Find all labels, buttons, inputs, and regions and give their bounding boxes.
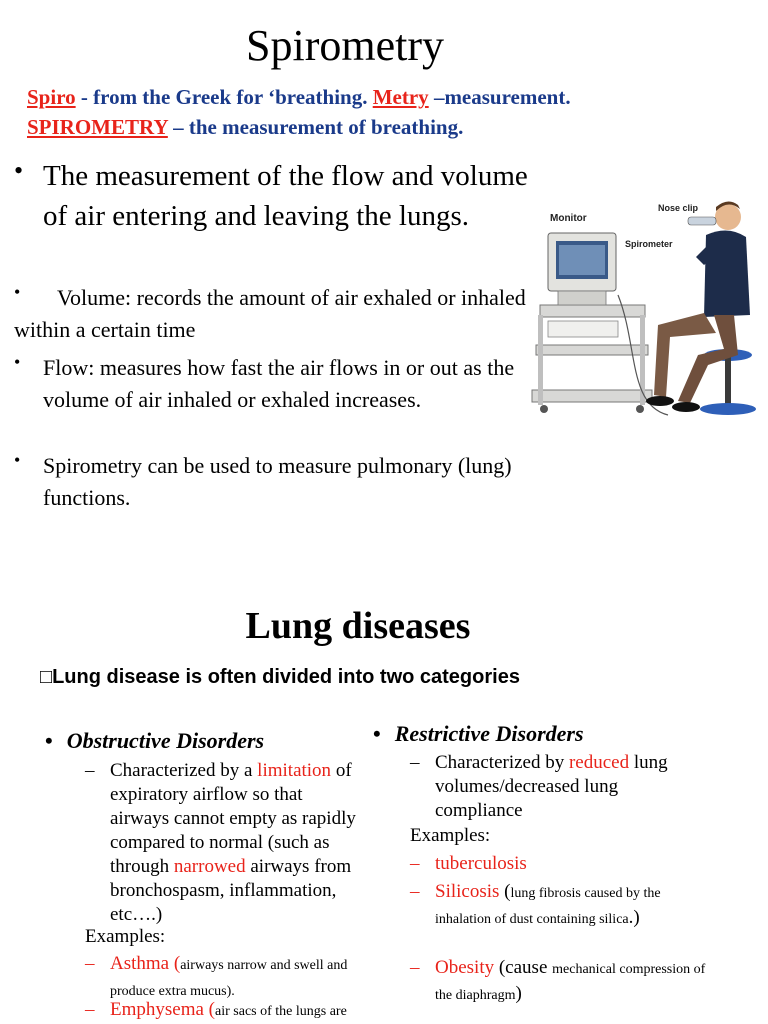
restrictive-example-silicosis [410,880,710,932]
obesity-note: mechanical compression of the diaphragm [435,962,706,1003]
bullet-usage [0,450,530,514]
spirometer-label: Spirometer [625,239,673,249]
spirometry-illustration [528,195,760,445]
obesity-open: (cause [494,957,553,978]
categories-intro-text: Lung disease is often divided into two categories [52,666,520,688]
page-title: Spirometry [246,21,444,70]
bullet-usage-text: Spirometry can be used to measure pulmonary (lung) functions. [43,453,512,510]
restrictive-description [410,751,710,823]
spiro-word: Spiro [27,85,76,109]
obs-desc-limitation: limitation [257,760,332,781]
res-desc-reduced: reduced [568,752,630,773]
restrictive-examples-label: Examples: [410,825,491,846]
res-desc-b: lung volumes/decreased lung compliance [435,752,668,821]
silicosis-name: Silicosis [435,881,500,902]
bullet-flow [0,352,530,416]
bullet-volume-text: Volume: records the amount of air exhaled or inhaled within a certain time [14,285,526,342]
bullet-dot: • [14,282,21,302]
categories-intro [40,666,520,689]
bullet-dot: • [14,450,21,470]
cart-image [532,305,652,413]
obesity-close: ) [515,983,522,1004]
dash-marker: – [85,953,95,974]
bullet-volume [0,282,530,346]
asthma-name: Asthma ( [110,953,181,974]
obstructive-example-asthma [85,952,370,1004]
tuberculosis-name: tuberculosis [435,853,527,874]
monitor-image [548,213,616,305]
bullet-dot: • [45,728,53,753]
silicosis-open: ( [499,881,511,902]
obs-desc-c: airways from bronchospasm, inflammation, etc….) [110,856,352,925]
bullet-dot: • [14,352,21,372]
nose-clip-label: Nose clip [658,203,699,213]
obs-desc-narrowed: narrowed [173,856,246,877]
obs-desc-b: of expiratory airflow so that airways cannot empty as rapidly compared to normal (such as through [110,760,356,877]
dash-marker: – [410,853,420,874]
emphysema-name: Emphysema ( [110,999,216,1020]
bullet-dot: • [14,156,24,185]
bullet-flow-text: Flow: measures how fast the air flows in or out as the volume of air inhaled or exhaled increases. [43,355,515,412]
asthma-note: airways narrow and swell and produce extra mucus). [110,958,348,999]
obstructive-example-emphysema [85,998,370,1024]
obstructive-examples-label: Examples: [85,926,166,947]
silicosis-note: lung fibrosis caused by the inhalation of dust containing silica [435,886,661,927]
restrictive-heading [373,721,584,747]
definition-line-spiro [27,85,571,110]
spirometry-word: SPIROMETRY [27,115,168,139]
restrictive-example-tuberculosis [410,852,710,876]
bullet-dot: • [373,721,381,746]
obstructive-heading [45,728,264,754]
dash-marker: – [410,881,420,902]
obstructive-description [85,759,360,927]
dash-marker: – [410,957,420,978]
silicosis-close: .) [628,907,640,928]
metry-text: –measurement. [428,85,571,109]
monitor-label: Monitor [550,213,587,224]
bullet-main [0,156,530,236]
obs-desc-a: Characterized by a [110,760,258,781]
dash-marker: – [85,760,95,781]
dash-marker: – [410,752,420,773]
res-desc-a: Characterized by [435,752,569,773]
bullet-main-text: The measurement of the flow and volume of air entering and leaving the lungs. [43,160,528,232]
obstructive-heading-text: Obstructive Disorders [66,728,265,753]
obesity-name: Obesity [435,957,495,978]
emphysema-note: air sacs of the lungs are [215,1004,347,1019]
intro-marker-icon: □ [40,666,53,688]
restrictive-heading-text: Restrictive Disorders [394,721,584,746]
definition-line-spirometry [27,115,463,140]
section-title: Lung diseases [245,605,471,647]
dash-marker: – [85,999,95,1020]
restrictive-example-obesity [410,956,710,1008]
metry-word: Metry [372,85,429,109]
spiro-text: - from the Greek for ‘breathing. [75,85,373,109]
spirometry-text: – the measurement of breathing. [167,115,464,139]
